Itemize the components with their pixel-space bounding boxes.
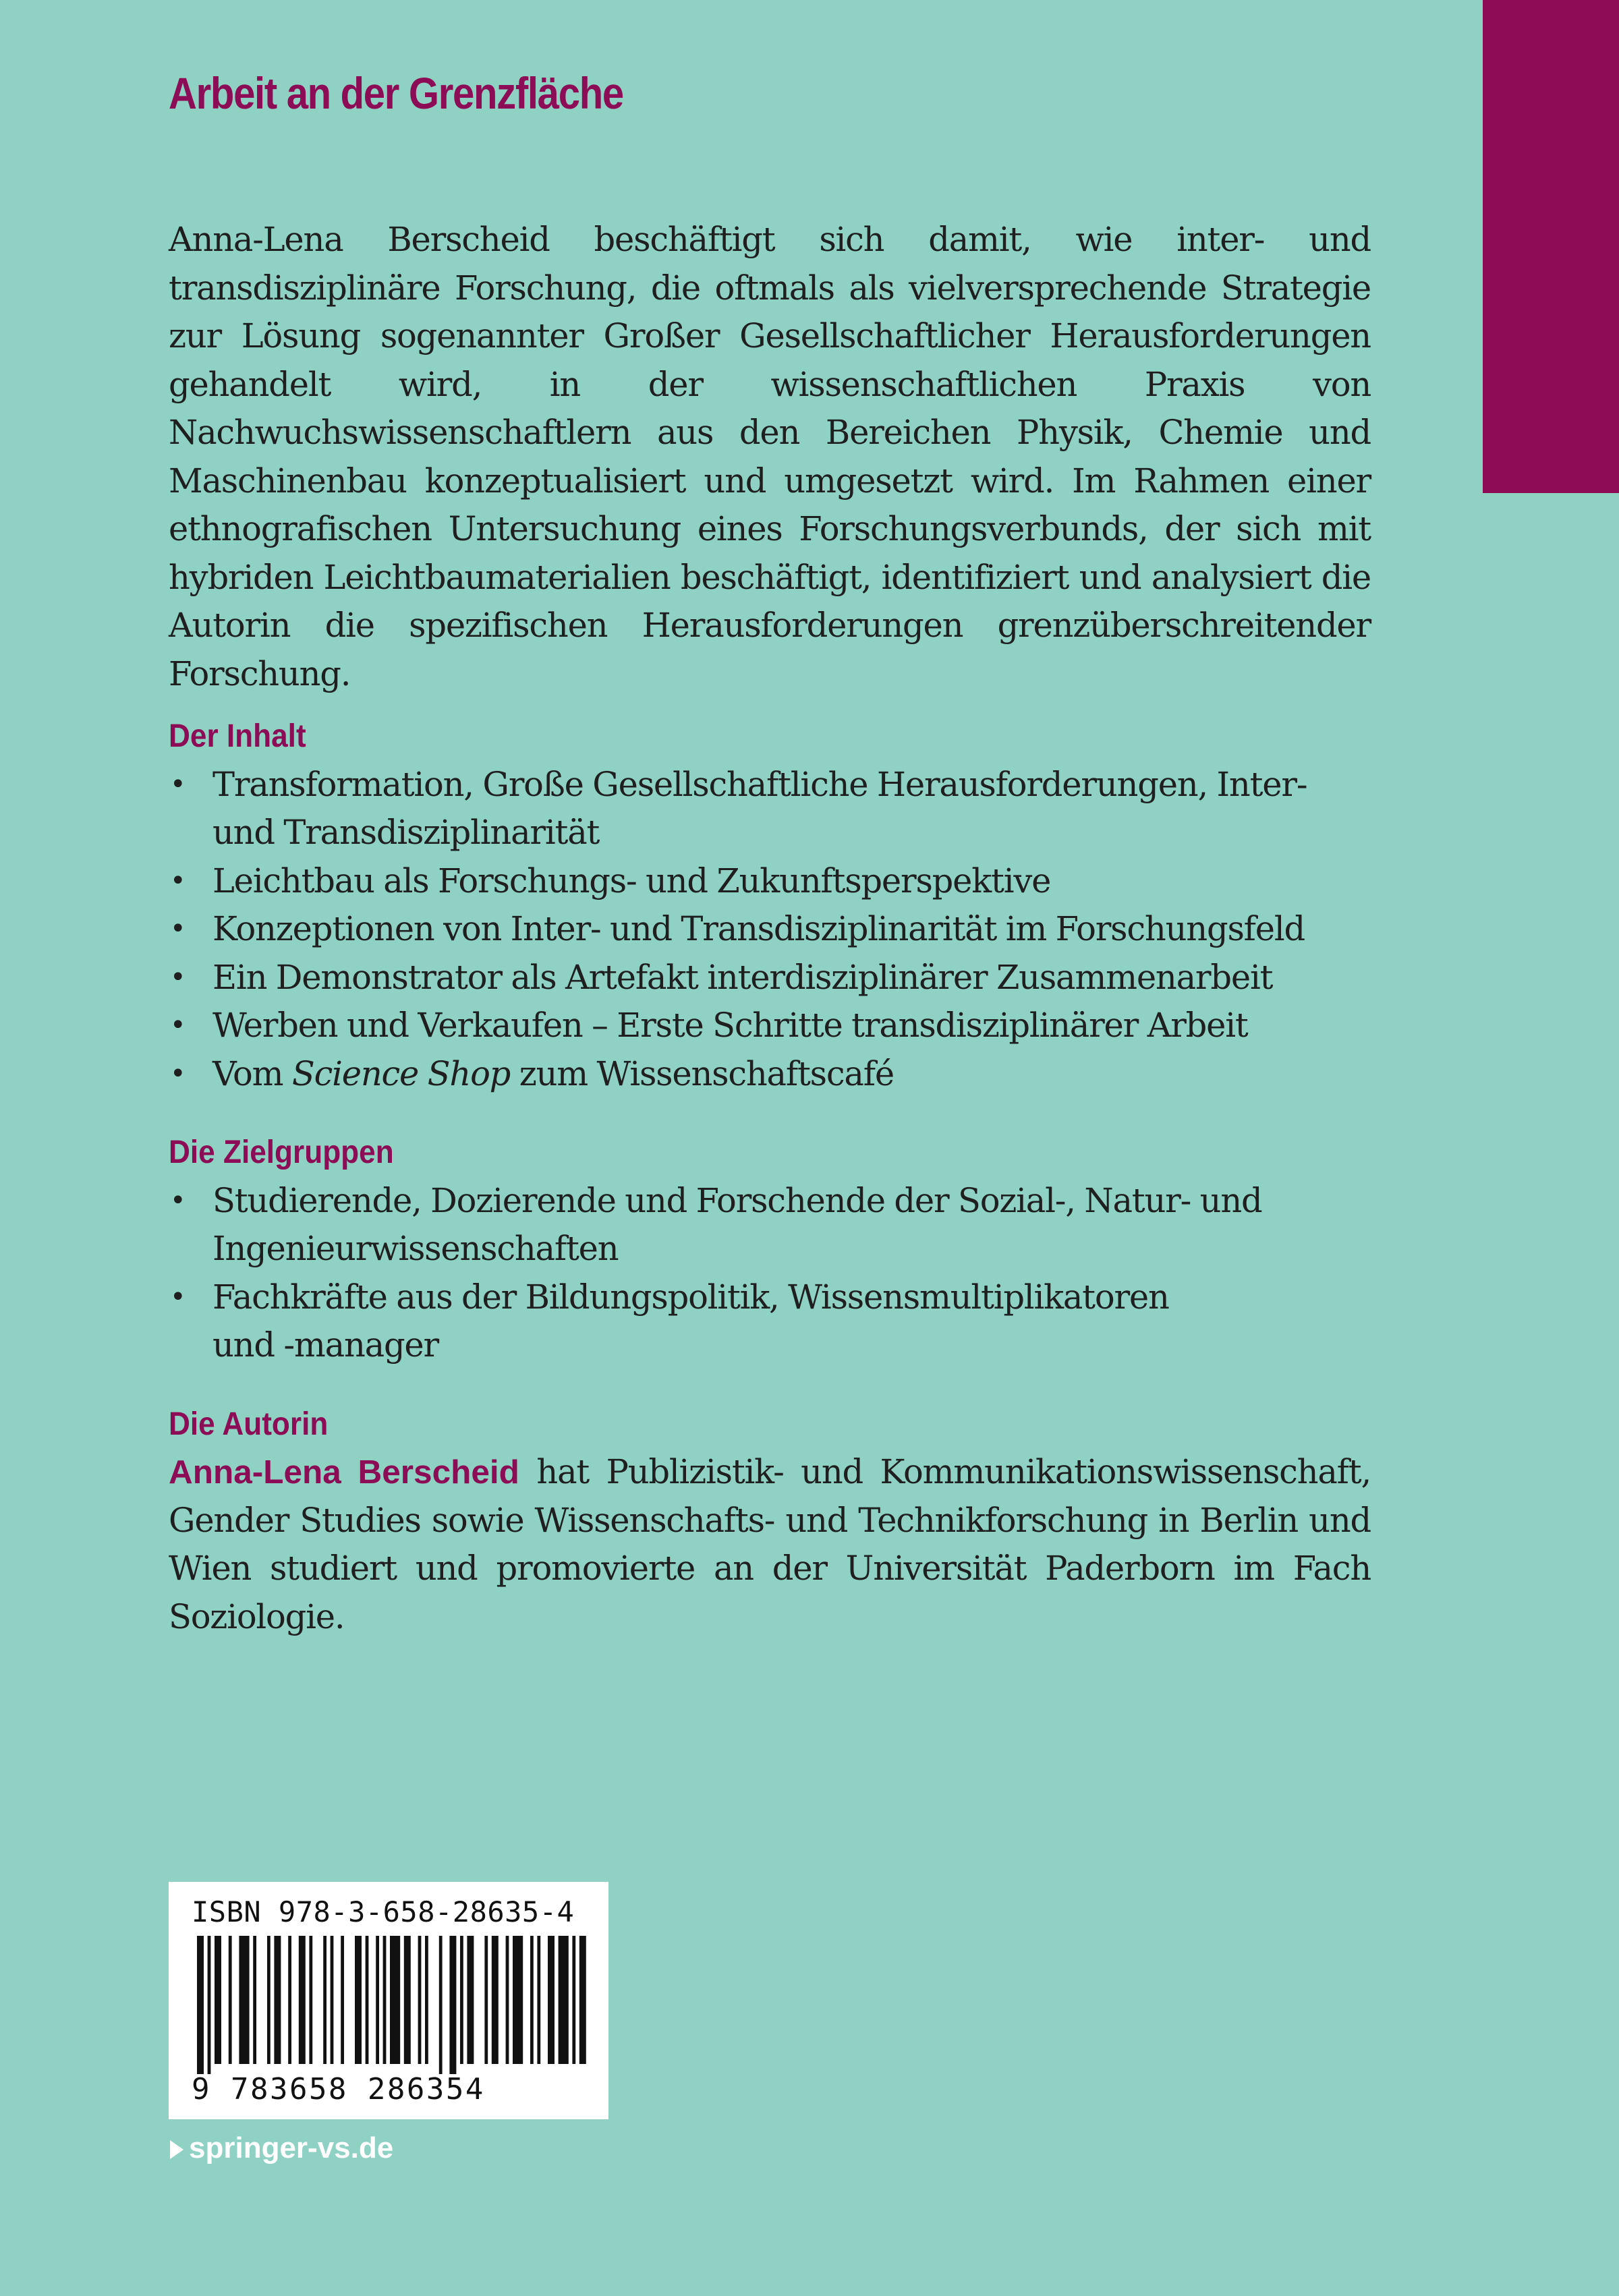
inhalt-item [169,761,1371,857]
barcode-bar [197,1936,204,2074]
barcode-bar [253,1936,256,2064]
publisher-link[interactable] [170,2131,393,2165]
barcode-bar [366,1936,369,2064]
barcode-bar [506,1936,509,2064]
bullet-icon: • [170,913,186,944]
inhalt-item-text: Konzeptionen von Inter- und Transdisziplinarität im Forschungsfeld [212,909,1305,948]
bullet-icon: • [170,1281,186,1313]
isbn-label: ISBN 978-3-658-28635-4 [192,1895,575,1928]
bullet-icon: • [170,768,186,800]
barcode-bar [229,1936,232,2064]
accent-bar [1483,0,1619,493]
inhalt-item [169,1050,1371,1099]
barcode-bar [215,1936,221,2064]
isbn-barcode [169,1882,608,2119]
barcode-bar [439,1936,443,2074]
inhalt-list [169,761,1371,1099]
inhalt-item-text: Transformation, Große Gesellschaftliche Herausforderungen, Inter- und Transdisziplinarität [212,764,1307,852]
inhalt-item [169,1002,1371,1050]
barcode-bar [513,1936,523,2064]
inhalt-item-italic: Science Shop [291,1054,511,1093]
barcode-bar [530,1936,534,2064]
bullet-icon: • [170,961,186,993]
author-bio [169,1448,1371,1641]
barcode-bar [425,1936,428,2064]
zielgruppen-item [169,1273,1371,1370]
bullet-icon: • [170,1184,186,1216]
zielgruppen-item [169,1177,1371,1273]
arrow-icon [170,2140,183,2159]
inhalt-item [169,857,1371,906]
barcode-bar [579,1936,586,2064]
zielgruppen-item-text: Studierende, Dozierende und Forschende der Sozial-, Natur- und Ingenieurwissenschaften [212,1180,1262,1268]
bullet-icon: • [170,1058,186,1089]
barcode-bar [492,1936,499,2064]
barcode-bar [355,1936,362,2064]
barcode-bar [559,1936,569,2064]
barcode-bar [390,1936,400,2064]
barcode-bar [418,1936,422,2064]
barcode-bar [537,1936,540,2064]
barcode-bar [376,1936,379,2064]
barcode-digits: 9 783658 286354 [192,2072,485,2106]
barcode-bar [548,1936,555,2064]
barcode-bar [274,1936,281,2064]
zielgruppen-list [169,1177,1371,1370]
barcode-bar [331,1936,334,2064]
inhalt-item-text: Leichtbau als Forschungs- und Zukunftsperspektive [212,861,1051,900]
barcode-bar [208,1936,211,2074]
barcode-bar [309,1936,312,2064]
barcode-bar [484,1936,488,2064]
section-heading-autorin: Die Autorin [169,1406,329,1442]
author-bio-text: hat Publizistik- und Kommunikationswissenschaft, Gender Studies sowie Wissenschafts- und Technikforschung in Berlin und Wien studiert und promovierte an der Universität Paderborn im Fach Soziologie. [169,1452,1371,1636]
inhalt-item-text: Ein Demonstrator als Artefakt interdisziplinärer Zusammenarbeit [212,957,1273,997]
barcode-bar [299,1936,306,2064]
barcode-bar [572,1936,575,2064]
author-name: Anna-Lena Berscheid [169,1454,519,1491]
inhalt-item-text: Werben und Verkaufen – Erste Schritte transdisziplinärer Arbeit [212,1006,1248,1045]
cover-text [169,216,1371,1641]
barcode-bar [341,1936,344,2064]
inhalt-item [169,954,1371,1002]
barcode-bar [449,1936,456,2074]
barcode-bars [189,1936,590,2074]
bullet-icon: • [170,1010,186,1041]
barcode-bar [404,1936,411,2064]
section-heading-zielgruppen: Die Zielgruppen [169,1135,394,1170]
barcode-bar [323,1936,326,2064]
book-title: Arbeit an der Grenzfläche [169,68,623,118]
inhalt-item-suffix: zum Wissenschaftscafé [510,1054,894,1093]
blurb-paragraph: Anna-Lena Berscheid beschäftigt sich damit, wie inter- und transdisziplinäre Forschung, die oftmals als vielversprechende Strategie zur Lösung sogenannter Großer Gesellschaftlicher Herausforderungen gehandelt wird, in der wissenschaftlichen Praxis von Nachwuchswissenschaftlern aus den Bereichen Physik, Chemie und Maschinenbau konzeptualisiert und umgesetzt wird. Im Rahmen einer ethnografischen Untersuchung eines Forschungsverbunds, der sich mit hybriden Leichtbaumaterialien beschäftigt, identifiziert und analysiert die Autorin die spezifischen Herausforderungen grenzüberschreitender Forschung. [169,220,1371,693]
zielgruppen-item-text: Fachkräfte aus der Bildungspolitik, Wissensmultiplikatoren und -manager [212,1277,1169,1365]
section-heading-inhalt: Der Inhalt [169,718,306,754]
barcode-bar [460,1936,463,2064]
barcode-bar [288,1936,291,2064]
barcode-bar [267,1936,271,2064]
barcode-bar [383,1936,387,2064]
inhalt-item-prefix: Vom [212,1054,292,1093]
barcode-bar [467,1936,474,2064]
bullet-icon: • [170,865,186,896]
inhalt-item [169,905,1371,954]
barcode-bar [239,1936,249,2064]
publisher-url: springer-vs.de [189,2131,394,2164]
